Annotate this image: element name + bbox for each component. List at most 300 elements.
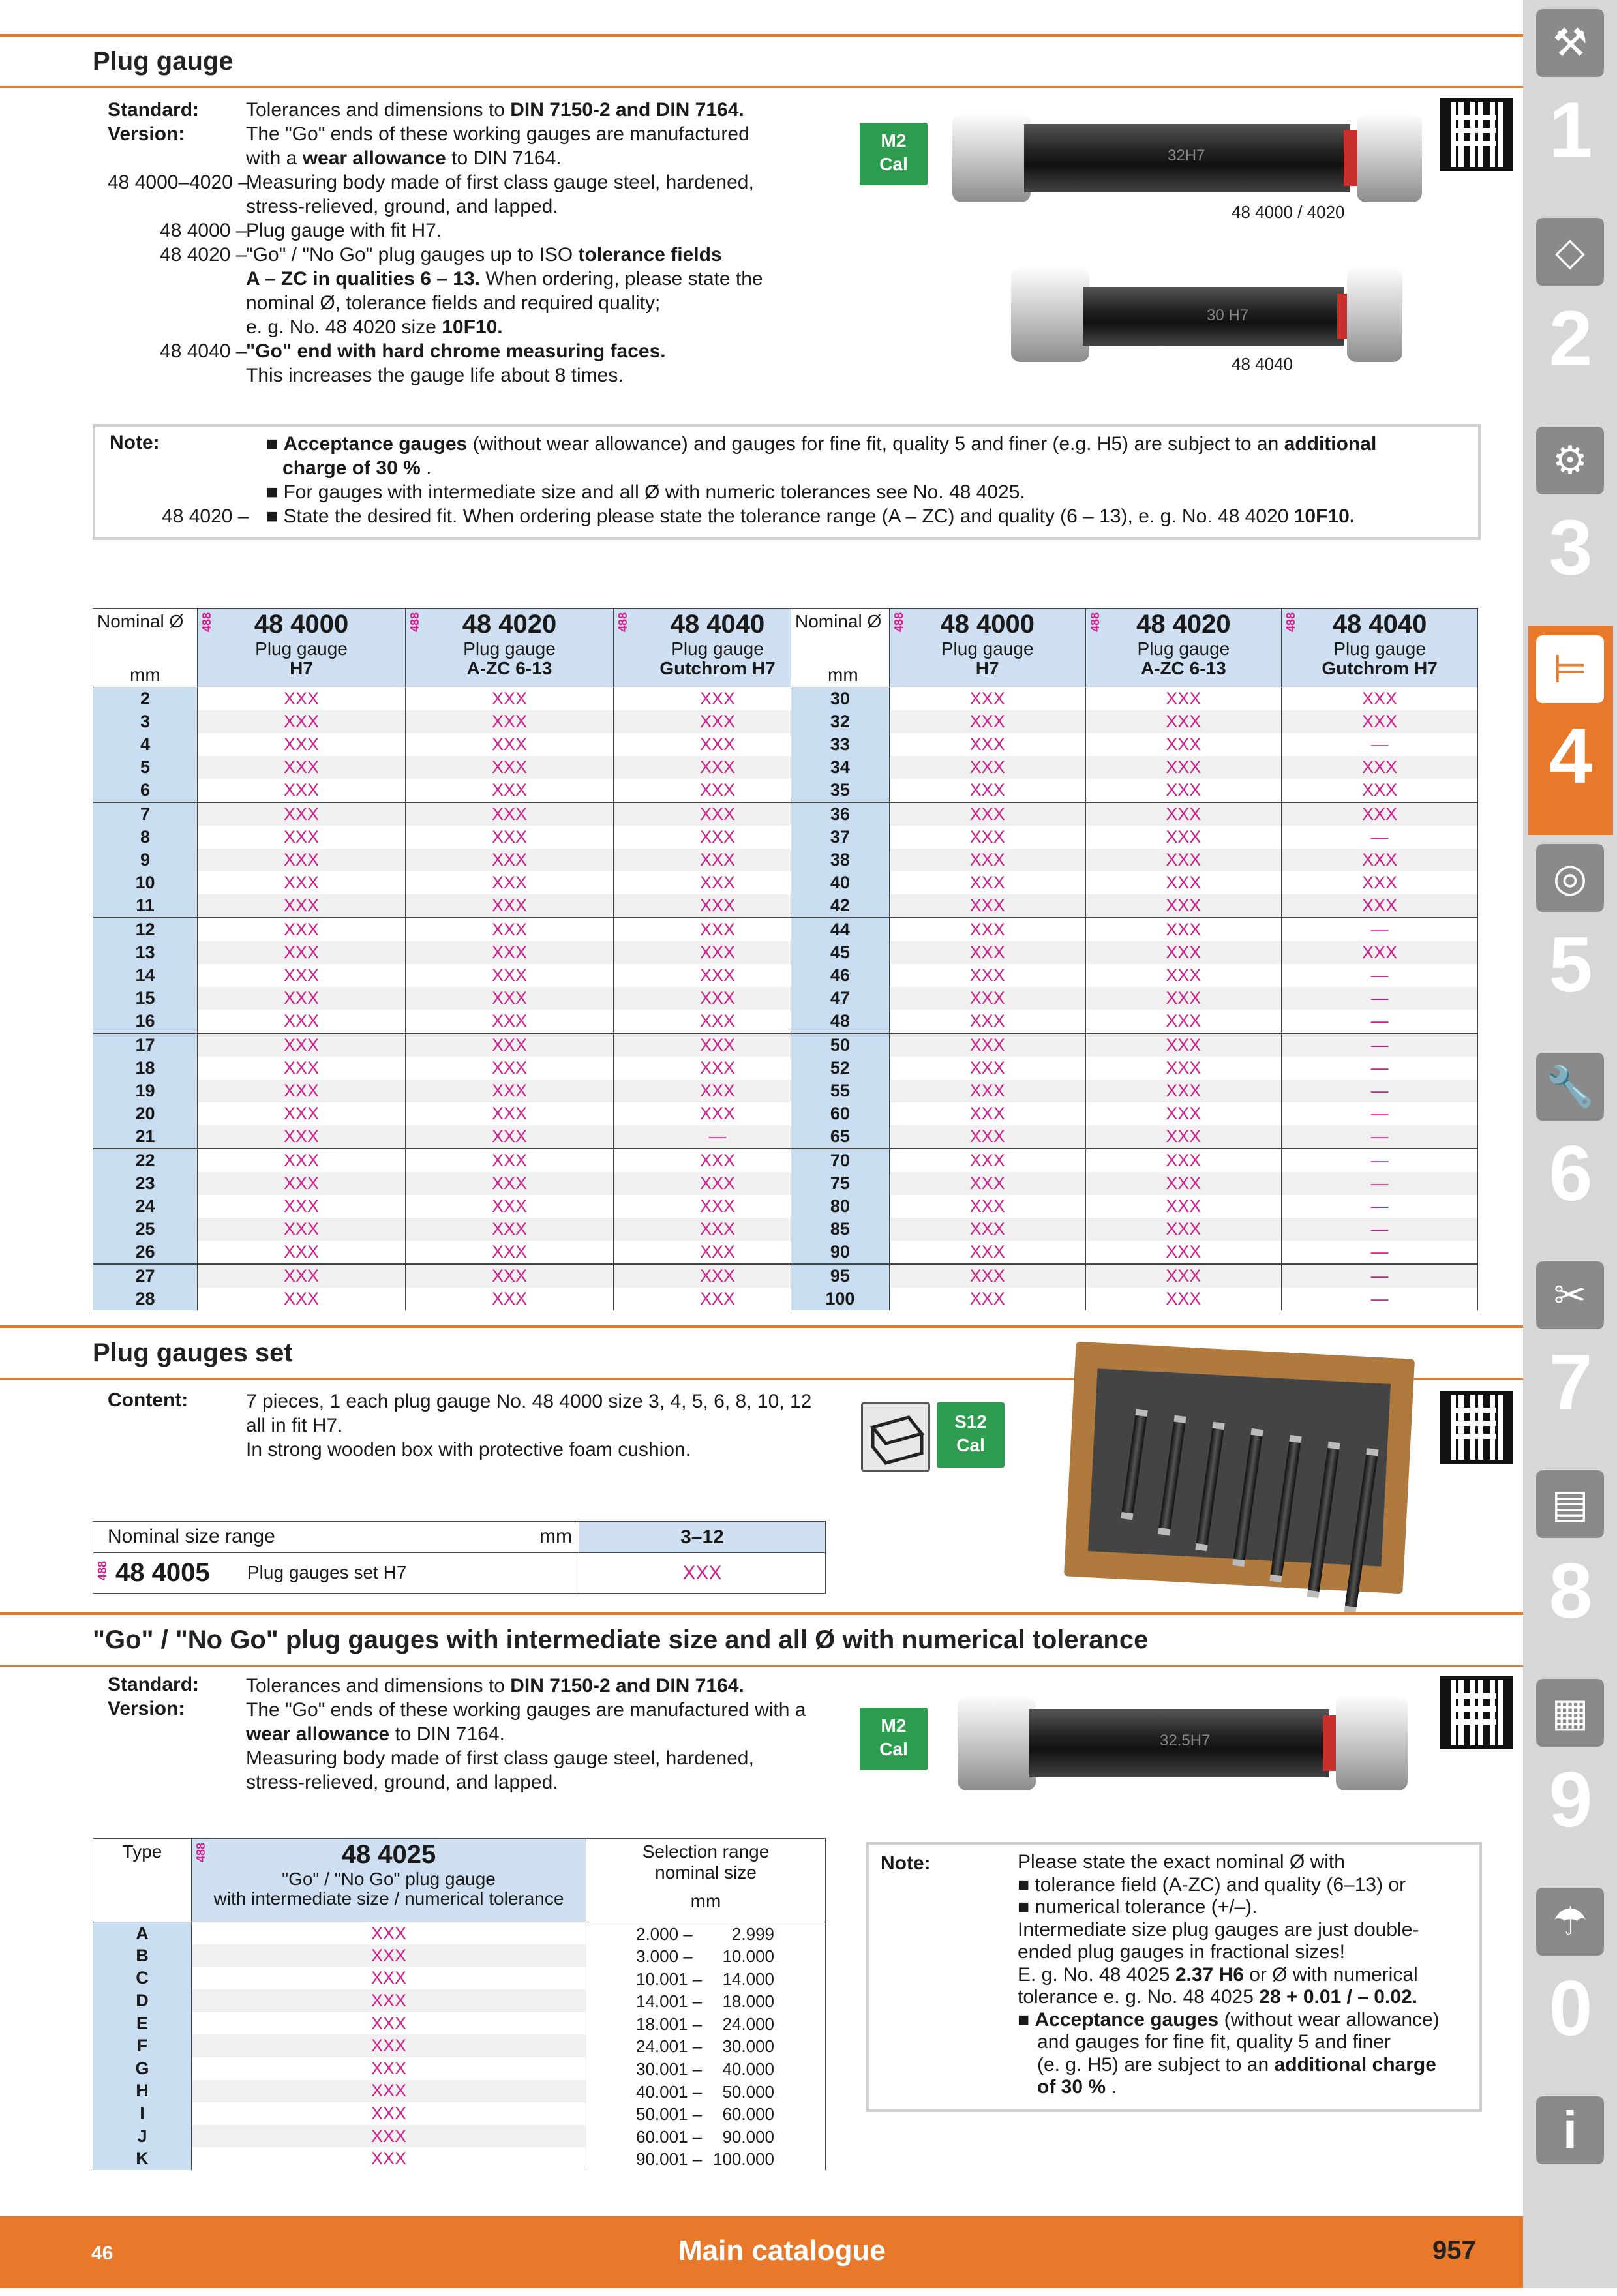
intermediate-table <box>93 1838 826 2170</box>
range-to: 50.000 <box>722 2081 774 2102</box>
type-cell: I <box>93 2102 192 2125</box>
price-cell: XXX <box>1085 987 1282 1010</box>
note-item-3: ■ State the desired fit. When ordering please state the tolerance range (A – ZC) and quality (6 – 13), e. g. No. 48 4020 10F10. <box>266 506 1355 527</box>
version-text <box>246 122 749 170</box>
price-cell: XXX <box>613 871 821 894</box>
v-line-4: stress-relieved, ground, and lapped. <box>246 1772 558 1793</box>
nominal-cell: 13 <box>93 941 198 964</box>
table-row <box>93 1102 822 1125</box>
range-to: 100.000 <box>713 2149 774 2169</box>
price-cell: XXX <box>613 1195 821 1218</box>
price-cell: — <box>1282 1195 1478 1218</box>
price-cell: XXX <box>613 964 821 987</box>
caliper-icon: ⊨ <box>1536 635 1604 703</box>
range-from: 60.001 – <box>636 2126 703 2147</box>
range-to: 24.000 <box>722 2014 774 2034</box>
price-cell: XXX <box>1282 941 1478 964</box>
price-cell: XXX <box>889 779 1085 802</box>
nominal-cell: 6 <box>93 779 198 802</box>
col-header-484025 <box>192 1839 586 1922</box>
col-fit: Gutchrom H7 <box>1322 658 1438 678</box>
chapter-number: 2 <box>1549 295 1593 382</box>
chapter-number: 1 <box>1549 86 1593 174</box>
version-label: Version: <box>108 1698 185 1719</box>
version-l2c: to DIN 7164. <box>446 147 562 169</box>
nominal-cell: 27 <box>93 1264 198 1288</box>
range-to: 90.000 <box>722 2126 774 2147</box>
price-cell: XXX <box>613 756 821 779</box>
v-line-2 <box>246 1722 806 1746</box>
price-cell: XXX <box>406 1125 614 1149</box>
range-from: 30.001 – <box>636 2059 703 2079</box>
plug-gauge-image-1 <box>952 104 1422 202</box>
v-l2b: to DIN 7164. <box>389 1723 505 1745</box>
note-box <box>93 424 1481 540</box>
price-cell: — <box>1282 1264 1478 1288</box>
range-from: 10.001 – <box>636 1969 703 1989</box>
price-cell: XXX <box>613 1033 821 1057</box>
nominal-cell: 38 <box>791 849 890 871</box>
table-row <box>791 871 1478 894</box>
price-cell: XXX <box>889 894 1085 918</box>
range-value: 3–12 <box>579 1522 826 1553</box>
price-cell: XXX <box>889 1241 1085 1264</box>
type-cell: K <box>93 2147 192 2170</box>
r1-l2: stress-relieved, ground, and lapped. <box>246 196 558 217</box>
note1-d: charge of 30 % <box>282 457 421 479</box>
table-row <box>93 941 822 964</box>
chuck-icon: ⚙ <box>1536 427 1604 494</box>
price-cell: XXX <box>1085 1010 1282 1033</box>
section-title: "Go" / "No Go" plug gauges with intermediate size and all Ø with numerical tolerance <box>93 1625 1149 1654</box>
price-cell: XXX <box>1282 849 1478 871</box>
table-row <box>791 710 1478 733</box>
n-l10b: additional charge <box>1274 2053 1436 2076</box>
nominal-cell: 35 <box>791 779 890 802</box>
safety-icon: ☂ <box>1536 1888 1604 1956</box>
nominal-cell: 36 <box>791 802 890 826</box>
col-name: Plug gauge <box>941 639 1034 659</box>
nominal-cell: 90 <box>791 1241 890 1264</box>
n-l2-text: tolerance field (A-ZC) and quality (6–13) or <box>1035 1873 1406 1896</box>
table-row <box>93 987 822 1010</box>
price-cell: XXX <box>406 1057 614 1080</box>
price-cell: XXX <box>889 964 1085 987</box>
n-l6b: 2.37 H6 <box>1175 1963 1244 1986</box>
content-line-3: In strong wooden box with protective foam cushion. <box>246 1439 691 1460</box>
n-l11 <box>1018 2076 1474 2099</box>
price-cell: XXX <box>1085 964 1282 987</box>
nominal-cell: 3 <box>93 710 198 733</box>
table-row <box>791 894 1478 918</box>
n-l3-text: numerical tolerance (+/–). <box>1035 1896 1258 1918</box>
version-l2a: with a <box>246 147 303 169</box>
price-cell: XXX <box>198 779 406 802</box>
price-cell: XXX <box>613 987 821 1010</box>
qr-code-icon <box>1440 1676 1513 1749</box>
range-cell <box>586 2034 826 2057</box>
range-from: 90.001 – <box>636 2149 703 2169</box>
note2-text: For gauges with intermediate size and all Ø with numeric tolerances see No. 48 4025. <box>283 481 1025 503</box>
table-row <box>93 1033 822 1057</box>
workbench-icon: ▤ <box>1536 1470 1604 1538</box>
type-cell: F <box>93 2034 192 2057</box>
table-row <box>791 941 1478 964</box>
gauge-set-box-image <box>1057 1331 1422 1592</box>
range-unit: mm <box>539 1526 572 1547</box>
price-cell: XXX <box>198 1080 406 1102</box>
price-cell: XXX <box>192 2102 586 2125</box>
range-cell <box>586 2057 826 2080</box>
item-name: Plug gauges set H7 <box>247 1562 407 1582</box>
chapter-tab-7[interactable] <box>1528 1252 1613 1461</box>
range-from: 2.000 – <box>636 1924 693 1944</box>
price-cell: XXX <box>1085 733 1282 756</box>
price-cell: XXX <box>889 733 1085 756</box>
range-to: 10.000 <box>722 1946 774 1967</box>
price-cell: — <box>1282 1241 1478 1264</box>
pliers-icon: ✂ <box>1536 1261 1604 1329</box>
footer-title: Main catalogue <box>678 2235 886 2267</box>
price-cell: XXX <box>1085 1172 1282 1195</box>
tag-488: 488 <box>200 612 214 633</box>
table-header <box>93 609 822 687</box>
price-cell: XXX <box>1282 894 1478 918</box>
price-cell: XXX <box>198 964 406 987</box>
price-cell: XXX <box>406 1149 614 1172</box>
price-cell: — <box>1282 964 1478 987</box>
gauge-nogo-end <box>1347 267 1402 362</box>
nominal-cell: 18 <box>93 1057 198 1080</box>
nominal-cell: 32 <box>791 710 890 733</box>
chapter-tab-4[interactable] <box>1528 626 1613 835</box>
table-row <box>791 1149 1478 1172</box>
price-cell: XXX <box>406 941 614 964</box>
nominal-cell: 80 <box>791 1195 890 1218</box>
range-from: 14.001 – <box>636 1991 703 2012</box>
price-cell: XXX <box>1085 1218 1282 1241</box>
nominal-cell: 33 <box>791 733 890 756</box>
r4-l2: This increases the gauge life about 8 times. <box>246 365 624 386</box>
price-cell: — <box>1282 987 1478 1010</box>
price-cell: XXX <box>198 1033 406 1057</box>
type-cell: J <box>93 2125 192 2148</box>
table-body <box>93 1922 826 2171</box>
range-cell <box>586 1967 826 1990</box>
price-cell: — <box>1282 1057 1478 1080</box>
price-cell: XXX <box>613 1057 821 1080</box>
price-cell: XXX <box>613 849 821 871</box>
price-cell: XXX <box>198 871 406 894</box>
nominal-cell: 16 <box>93 1010 198 1033</box>
price-cell: XXX <box>889 1218 1085 1241</box>
price-cell: — <box>1282 1218 1478 1241</box>
nominal-cell: 70 <box>791 1149 890 1172</box>
table-row <box>93 1967 826 1990</box>
r3-l1a: "Go" / "No Go" plug gauges up to ISO <box>246 244 579 265</box>
price-cell: XXX <box>192 2057 586 2080</box>
price-cell: — <box>1282 826 1478 849</box>
range-to: 40.000 <box>722 2059 774 2079</box>
section-header-plug-gauge <box>0 34 1523 88</box>
type-cell: C <box>93 1967 192 1990</box>
price-cell: XXX <box>889 756 1085 779</box>
selection-header <box>586 1839 826 1922</box>
gauge-go-end <box>958 1696 1036 1790</box>
type-cell: H <box>93 2080 192 2103</box>
price-cell: — <box>1282 1288 1478 1310</box>
sel-line-2: nominal size <box>655 1862 757 1882</box>
price-cell: XXX <box>406 733 614 756</box>
nominal-cell: 14 <box>93 964 198 987</box>
price-cell: XXX <box>889 849 1085 871</box>
item-number: 48 4005 <box>115 1558 210 1587</box>
nominal-cell: 45 <box>791 941 890 964</box>
table-header <box>791 609 1478 687</box>
nominal-cell: 95 <box>791 1264 890 1288</box>
gauge-nogo-end <box>1357 114 1422 202</box>
price-cell: XXX <box>198 826 406 849</box>
page-number-left: 46 <box>91 2243 113 2264</box>
price-cell: XXX <box>192 2034 586 2057</box>
note-box-2 <box>866 1842 1482 2112</box>
nominal-cell: 17 <box>93 1033 198 1057</box>
table-row <box>93 2012 826 2035</box>
section-title: Plug gauges set <box>93 1338 293 1367</box>
tag-488: 488 <box>408 612 421 633</box>
col-num: 48 4020 <box>462 610 557 639</box>
section-title: Plug gauge <box>93 47 234 76</box>
content-line-1: 7 pieces, 1 each plug gauge No. 48 4000 size 3, 4, 5, 6, 8, 10, 12 <box>246 1391 812 1412</box>
n-l8b: (without wear allowance) <box>1218 2008 1440 2031</box>
r2-l1: Plug gauge with fit H7. <box>246 220 442 241</box>
code-row-3: 48 4020 – <box>160 244 247 265</box>
note1-b: (without wear allowance) and gauges for fine fit, quality 5 and finer (e.g. H5) are subject to an <box>467 433 1284 455</box>
nominal-cell: 52 <box>791 1057 890 1080</box>
nominal-cell: 10 <box>93 871 198 894</box>
badge-line-1: M2 <box>881 130 907 151</box>
nominal-cell: 19 <box>93 1080 198 1102</box>
r1-l1: Measuring body made of first class gauge steel, hardened, <box>246 172 754 193</box>
table-row <box>791 733 1478 756</box>
range-from: 40.001 – <box>636 2081 703 2102</box>
price-cell: XXX <box>613 687 821 711</box>
table-row <box>93 894 822 918</box>
chapter-tab-1[interactable] <box>1528 0 1613 209</box>
table-row <box>93 918 822 941</box>
badge-line-1: S12 <box>954 1412 987 1432</box>
standard-text-b: DIN 7150-2 and DIN 7164. <box>510 99 744 121</box>
code-row-2: 48 4000 – <box>160 220 247 241</box>
price-cell: XXX <box>198 918 406 941</box>
price-cell: XXX <box>406 779 614 802</box>
version-label: Version: <box>108 123 185 145</box>
nominal-cell: 65 <box>791 1125 890 1149</box>
price-cell: XXX <box>406 1195 614 1218</box>
price-cell: XXX <box>192 2147 586 2170</box>
type-cell: A <box>93 1922 192 1945</box>
code-row-1-text <box>246 170 754 219</box>
chapter-tab-2[interactable] <box>1528 209 1613 417</box>
gauge-marking: 32.5H7 <box>1160 1732 1211 1749</box>
price-cell: XXX <box>613 894 821 918</box>
standard-label: Standard: <box>108 1674 200 1695</box>
price-cell: XXX <box>889 802 1085 826</box>
col-header-484020 <box>406 609 614 687</box>
price-cell: XXX <box>889 1010 1085 1033</box>
n-l8: ■ Acceptance gauges (without wear allowance) <box>1018 2008 1440 2031</box>
table-row <box>93 1944 826 1967</box>
table-row <box>93 2102 826 2125</box>
calibration-badge <box>860 123 928 185</box>
gauge-marking: 32H7 <box>1168 147 1205 164</box>
sel-line-1: Selection range <box>642 1841 770 1862</box>
table-row <box>93 1264 822 1288</box>
chapter-tab-5[interactable] <box>1528 835 1613 1044</box>
range-cell <box>586 2147 826 2170</box>
price-cell: XXX <box>1282 756 1478 779</box>
note-label: Note: <box>881 1852 931 1874</box>
table-row <box>93 2147 826 2170</box>
saw-blade-icon: ◎ <box>1536 844 1604 912</box>
standard-text-a: Tolerances and dimensions to <box>246 99 511 121</box>
price-cell: XXX <box>198 849 406 871</box>
range-to: 2.999 <box>731 1924 774 1944</box>
item-cell <box>93 1553 579 1594</box>
price-cell: XXX <box>198 733 406 756</box>
price-cell: XXX <box>1085 1080 1282 1102</box>
range-from: 50.001 – <box>636 2104 703 2124</box>
table-row <box>791 987 1478 1010</box>
col-name: Plug gauge <box>1333 639 1426 659</box>
range-from: 18.001 – <box>636 2014 703 2034</box>
price-cell: XXX <box>198 1149 406 1172</box>
price-cell: XXX <box>613 941 821 964</box>
price-cell: XXX <box>192 1944 586 1967</box>
nominal-cell: 42 <box>791 894 890 918</box>
nominal-cell: 8 <box>93 826 198 849</box>
n-l10 <box>1018 2054 1474 2077</box>
nominal-cell: 2 <box>93 687 198 711</box>
n-l8a: Acceptance gauges <box>1035 2008 1219 2031</box>
table-row <box>93 756 822 779</box>
price-cell: XXX <box>889 987 1085 1010</box>
section-header-intermediate <box>0 1612 1523 1667</box>
price-cell: XXX <box>1085 1057 1282 1080</box>
version-l2b: wear allowance <box>302 147 446 169</box>
price-cell: XXX <box>889 1149 1085 1172</box>
table-row <box>791 1241 1478 1264</box>
chapter-tab-i[interactable] <box>1528 2087 1613 2296</box>
col-fit: A-ZC 6-13 <box>1141 658 1226 678</box>
table-row <box>791 756 1478 779</box>
price-cell: XXX <box>406 1264 614 1288</box>
code-row-3-text <box>246 243 763 339</box>
table-row <box>93 1989 826 2012</box>
price-cell: XXX <box>406 1102 614 1125</box>
price-cell: XXX <box>613 1218 821 1241</box>
price-cell: XXX <box>406 756 614 779</box>
price-cell: XXX <box>1085 1102 1282 1125</box>
nominal-header <box>93 609 198 687</box>
chapter-number: 3 <box>1549 504 1593 591</box>
table-row <box>93 2034 826 2057</box>
price-cell: XXX <box>198 1288 406 1310</box>
price-cell: XXX <box>1085 849 1282 871</box>
price-cell: XXX <box>1085 941 1282 964</box>
table-row <box>791 1125 1478 1149</box>
nominal-cell: 9 <box>93 849 198 871</box>
chapter-tab-0[interactable] <box>1528 1879 1613 2087</box>
col-fit: H7 <box>975 658 999 678</box>
price-cell: XXX <box>1282 802 1478 826</box>
n-l6a: E. g. No. 48 4025 <box>1018 1963 1175 1986</box>
n-l6c: or Ø with numerical <box>1243 1963 1418 1986</box>
table-row <box>93 1057 822 1080</box>
chapter-number: 7 <box>1549 1338 1593 1426</box>
table-row <box>791 779 1478 802</box>
standard-text <box>246 1674 744 1698</box>
price-cell: — <box>1282 1149 1478 1172</box>
info-icon: i <box>1536 2096 1604 2164</box>
price-cell: XXX <box>889 1102 1085 1125</box>
range-to: 60.000 <box>722 2104 774 2124</box>
price-cell: XXX <box>198 710 406 733</box>
price-cell: XXX <box>198 1010 406 1033</box>
price-cell: XXX <box>613 1080 821 1102</box>
nominal-cell: 40 <box>791 871 890 894</box>
nominal-label: Nominal Ø <box>97 611 184 631</box>
nominal-cell: 46 <box>791 964 890 987</box>
chapter-tab-8[interactable] <box>1528 1461 1613 1670</box>
range-cell <box>586 2080 826 2103</box>
nominal-cell: 24 <box>93 1195 198 1218</box>
n-l7a: tolerance e. g. No. 48 4025 <box>1018 1986 1260 2008</box>
nominal-cell: 50 <box>791 1033 890 1057</box>
nominal-cell: 5 <box>93 756 198 779</box>
nominal-cell: 28 <box>93 1288 198 1310</box>
price-cell: XXX <box>1282 871 1478 894</box>
price-cell: XXX <box>1085 826 1282 849</box>
table-row <box>93 1241 822 1264</box>
range-label-cell <box>93 1522 579 1553</box>
table-header <box>93 1839 826 1922</box>
nominal-cell: 34 <box>791 756 890 779</box>
chapter-tab-3[interactable] <box>1528 417 1613 626</box>
price-cell: — <box>1282 1080 1478 1102</box>
price-cell: XXX <box>1085 1149 1282 1172</box>
range-to: 14.000 <box>722 1969 774 1989</box>
price-cell: XXX <box>889 1057 1085 1080</box>
table-row <box>791 964 1478 987</box>
item-row <box>93 1553 826 1594</box>
price-cell: XXX <box>1282 687 1478 711</box>
chapter-tab-9[interactable] <box>1528 1670 1613 1879</box>
image-caption-1: 48 4000 / 4020 <box>1232 202 1345 222</box>
chapter-number: 9 <box>1549 1756 1593 1843</box>
price-cell: XXX <box>406 1010 614 1033</box>
nominal-cell: 26 <box>93 1241 198 1264</box>
chapter-tab-6[interactable] <box>1528 1044 1613 1252</box>
table-row <box>93 2080 826 2103</box>
range-label: Nominal size range <box>108 1526 275 1547</box>
price-cell: XXX <box>406 1033 614 1057</box>
price-cell: XXX <box>613 1102 821 1125</box>
price-cell: XXX <box>889 1033 1085 1057</box>
v-line-1: The "Go" ends of these working gauges are manufactured with a <box>246 1699 806 1721</box>
unit-label: mm <box>130 665 160 685</box>
col-line-2: with intermediate size / numerical tolerance <box>213 1888 564 1909</box>
